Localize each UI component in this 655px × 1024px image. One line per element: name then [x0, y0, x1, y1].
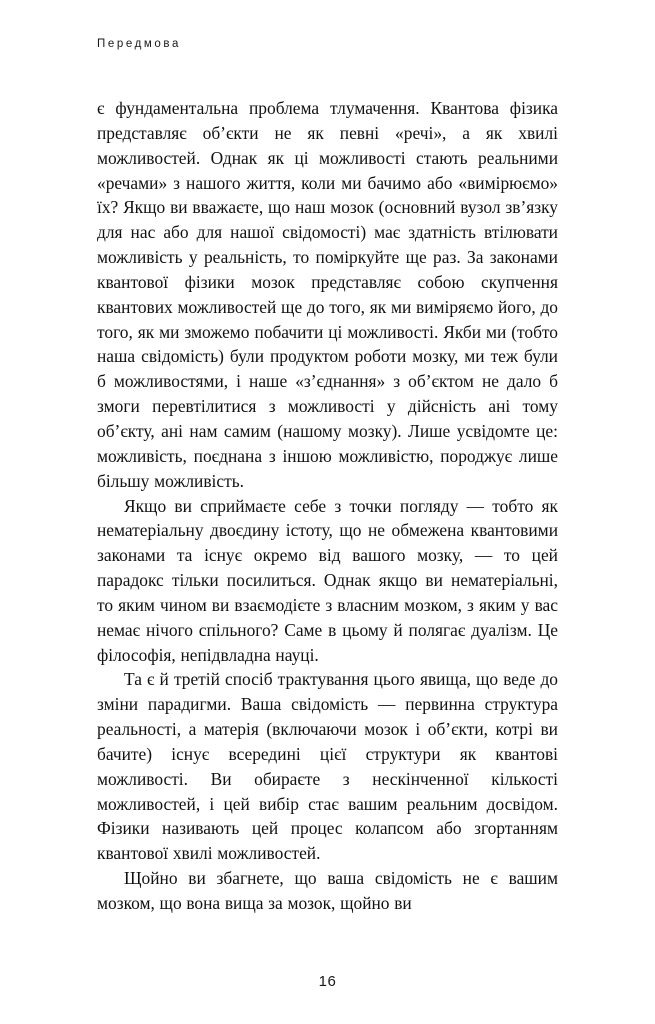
running-header: Передмова	[97, 38, 181, 50]
page-number: 16	[318, 973, 337, 990]
body-text-block	[97, 96, 558, 916]
paragraph: Та є й третій спосіб трактування цього явища, що веде до зміни парадигми. Ваша свідомість — первинна структура реальності, а матерія (включаючи мозок і об’єкти, котрі ви бачите) існує всередині цієї структури як квантові можливості. Ви обираєте з нескінченної кількості можливостей, і цей вибір стає вашим реальним досвідом. Фізики називають цей процес колапсом або згортанням квантової хвилі можливостей.	[97, 669, 558, 864]
paragraph: Якщо ви сприймаєте себе з точки погляду — тобто як нематеріальну двоєдину істоту, що не обмежена квантовими законами та існує окремо від вашого мозку, — то цей парадокс тільки посилиться. Однак якщо ви нематеріальні, то яким чином ви взаємодієте з власним мозком, з яким у вас немає нічого спільного? Саме в цьому й полягає дуалізм. Це філософія, непідвладна науці.	[97, 495, 558, 665]
paragraph: Щойно ви збагнете, що ваша свідомість не є вашим мозком, що вона вища за мозок, щойно ви	[97, 868, 558, 913]
paragraph: є фундаментальна проблема тлумачення. Квантова фізика представляє об’єкти не як певні «речі», а як хвилі можливостей. Однак як ці можливості стають реальними «речами» з нашого життя, коли ми бачимо або «вимірюємо» їх? Якщо ви вважаєте, що наш мозок (основний вузол зв’язку для нас або для нашої свідомості) має здатність втілювати можливість у реальність, то поміркуйте ще раз. За законами квантової фізики мозок представляє собою скупчення квантових можливостей ще до того, як ми виміряємо його, до того, як ми зможемо побачити ці можливості. Якби ми (тобто наша свідомість) були продуктом роботи мозку, ми теж були б можливостями, і наше «з’єднання» з об’єктом не дало б змоги перевтілитися з можливості у дійсність ані тому об’єкту, ані нам самим (нашому мозку). Лише усвідомте це: можливість, поєднана з іншою можливістю, породжує лише більшу можливість.	[97, 98, 558, 491]
